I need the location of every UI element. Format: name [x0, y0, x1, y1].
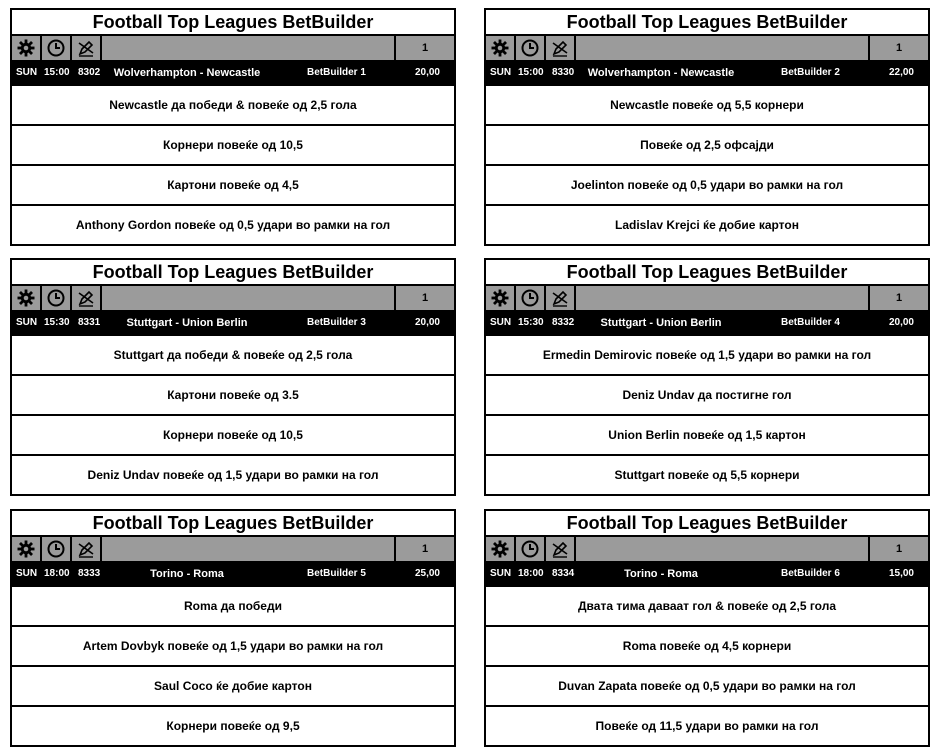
gear-icon[interactable]	[12, 286, 42, 310]
gear-icon[interactable]	[486, 36, 516, 60]
selection-count: 1	[396, 36, 454, 60]
icon-bar-spacer	[576, 286, 870, 310]
match-header[interactable]	[486, 561, 928, 587]
match-time: 18:00	[44, 568, 70, 579]
bet-row[interactable]: Stuttgart повеќе од 5,5 корнери	[486, 454, 928, 494]
bet-row[interactable]: Двата тима даваат гол & повеќе од 2,5 гола	[578, 599, 836, 613]
match-teams: Stuttgart - Union Berlin	[126, 317, 248, 329]
bet-row[interactable]: Корнери повеќе од 9,5	[12, 705, 454, 745]
bet-row[interactable]: Artem Dovbyk повеќе од 1,5 удари во рамки на гол	[12, 625, 454, 665]
gear-icon-svg	[16, 38, 36, 58]
match-header[interactable]	[486, 60, 928, 86]
bet-row[interactable]: Корнери повеќе од 10,5	[12, 124, 454, 164]
clock-icon-svg	[520, 288, 540, 308]
match-time: 18:00	[518, 568, 544, 579]
clock-icon[interactable]	[42, 537, 72, 561]
match-header[interactable]	[12, 561, 454, 587]
icon-bar-spacer	[102, 36, 396, 60]
bet-row[interactable]: Ermedin Demirovic повеќе од 1,5 удари во рамки на гол	[542, 348, 872, 362]
clock-icon[interactable]	[516, 537, 546, 561]
betbuilder-card	[484, 258, 930, 496]
betbuilder-label: BetBuilder 4	[781, 317, 840, 328]
gear-icon-svg	[490, 288, 510, 308]
match-header[interactable]	[12, 310, 454, 336]
no-write-icon-svg	[550, 288, 570, 308]
icon-bar	[486, 537, 928, 561]
no-write-icon[interactable]	[546, 537, 576, 561]
clock-icon-svg	[46, 539, 66, 559]
match-header[interactable]	[486, 310, 928, 336]
selection-count: 1	[396, 537, 454, 561]
no-write-icon[interactable]	[72, 286, 102, 310]
bet-row[interactable]: Roma повеќе од 4,5 корнери	[486, 625, 928, 665]
gear-icon[interactable]	[486, 537, 516, 561]
match-day: SUN	[490, 568, 512, 579]
bet-row[interactable]: Saul Coco ќе добие картон	[12, 665, 454, 705]
betbuilder-label: BetBuilder 1	[307, 67, 366, 78]
icon-bar-spacer	[576, 537, 870, 561]
betbuilder-label: BetBuilder 5	[307, 568, 366, 579]
bet-list	[12, 86, 454, 244]
clock-icon-svg	[520, 38, 540, 58]
bet-list	[486, 336, 928, 494]
match-day: SUN	[16, 568, 38, 579]
bet-row[interactable]: Duvan Zapata повеќе од 0,5 удари во рамки на гол	[486, 665, 928, 705]
bet-list	[12, 336, 454, 494]
no-write-icon-svg	[76, 539, 96, 559]
bet-row[interactable]: Anthony Gordon повеќе од 0,5 удари во рамки на гол	[12, 204, 454, 244]
match-time: 15:30	[44, 317, 70, 328]
bet-list	[486, 86, 928, 244]
bet-row[interactable]: Корнери повеќе од 10,5	[12, 414, 454, 454]
no-write-icon-svg	[550, 539, 570, 559]
match-code: 8302	[78, 67, 101, 78]
gear-icon-svg	[490, 38, 510, 58]
no-write-icon-svg	[76, 38, 96, 58]
betbuilder-card	[10, 509, 456, 747]
match-day: SUN	[490, 317, 512, 328]
icon-bar	[12, 286, 454, 310]
no-write-icon[interactable]	[72, 537, 102, 561]
match-odds: 20,00	[414, 67, 440, 78]
bet-row[interactable]: Roma да победи	[184, 599, 282, 613]
bet-row[interactable]: Картони повеќе од 4,5	[12, 164, 454, 204]
clock-icon-svg	[46, 288, 66, 308]
betbuilder-label: BetBuilder 3	[307, 317, 366, 328]
icon-bar	[486, 36, 928, 60]
betbuilder-card	[10, 8, 456, 246]
gear-icon-svg	[16, 288, 36, 308]
clock-icon-svg	[520, 539, 540, 559]
match-odds: 20,00	[414, 317, 440, 328]
match-teams: Wolverhampton - Newcastle	[587, 67, 735, 79]
icon-bar-spacer	[102, 537, 396, 561]
bet-row[interactable]: Картони повеќе од 3.5	[12, 374, 454, 414]
match-code: 8332	[552, 317, 575, 328]
betbuilder-label: BetBuilder 6	[781, 568, 840, 579]
betbuilder-card	[484, 8, 930, 246]
icon-bar	[12, 36, 454, 60]
no-write-icon[interactable]	[72, 36, 102, 60]
icon-bar	[486, 286, 928, 310]
bet-row[interactable]: Повеќе од 2,5 офсајди	[486, 124, 928, 164]
bet-row[interactable]: Повеќе од 11,5 удари во рамки на гол	[486, 705, 928, 745]
betbuilder-card	[10, 258, 456, 496]
match-teams: Torino - Roma	[150, 568, 224, 580]
card-title: Football Top Leagues BetBuilder	[486, 260, 928, 286]
icon-bar-spacer	[576, 36, 870, 60]
betbuilder-card	[484, 509, 930, 747]
match-time: 15:00	[44, 67, 70, 78]
card-title: Football Top Leagues BetBuilder	[12, 10, 454, 36]
icon-bar	[12, 537, 454, 561]
clock-icon-svg	[46, 38, 66, 58]
bet-row[interactable]: Newcastle повеќе од 5,5 корнери	[610, 98, 804, 112]
bet-list	[12, 587, 454, 745]
match-odds: 15,00	[888, 568, 914, 579]
selection-count: 1	[870, 286, 928, 310]
bet-row[interactable]: Ladislav Krejci ќе добие картон	[486, 204, 928, 244]
bet-row[interactable]: Newcastle да победи & повеќе од 2,5 гола	[109, 98, 357, 112]
card-title: Football Top Leagues BetBuilder	[486, 511, 928, 537]
bet-list	[486, 587, 928, 745]
gear-icon-svg	[490, 539, 510, 559]
no-write-icon[interactable]	[546, 286, 576, 310]
clock-icon[interactable]	[42, 286, 72, 310]
gear-icon[interactable]	[486, 286, 516, 310]
no-write-icon-svg	[550, 38, 570, 58]
match-odds: 20,00	[888, 317, 914, 328]
gear-icon-svg	[16, 539, 36, 559]
match-code: 8333	[78, 568, 101, 579]
match-teams: Wolverhampton - Newcastle	[113, 67, 261, 79]
match-teams: Torino - Roma	[624, 568, 698, 580]
match-odds: 22,00	[888, 67, 914, 78]
clock-icon[interactable]	[42, 36, 72, 60]
selection-count: 1	[396, 286, 454, 310]
card-title: Football Top Leagues BetBuilder	[486, 10, 928, 36]
betbuilder-label: BetBuilder 2	[781, 67, 840, 78]
no-write-icon-svg	[76, 288, 96, 308]
clock-icon[interactable]	[516, 36, 546, 60]
gear-icon[interactable]	[12, 36, 42, 60]
card-title: Football Top Leagues BetBuilder	[12, 260, 454, 286]
match-odds: 25,00	[414, 568, 440, 579]
match-time: 15:30	[518, 317, 544, 328]
bet-row[interactable]: Stuttgart да победи & повеќе од 2,5 гола	[113, 348, 353, 362]
bet-row[interactable]: Joelinton повеќе од 0,5 удари во рамки на гол	[486, 164, 928, 204]
no-write-icon[interactable]	[546, 36, 576, 60]
match-day: SUN	[16, 67, 38, 78]
gear-icon[interactable]	[12, 537, 42, 561]
bet-row[interactable]: Deniz Undav да постигне гол	[486, 374, 928, 414]
icon-bar-spacer	[102, 286, 396, 310]
match-header[interactable]	[12, 60, 454, 86]
selection-count: 1	[870, 537, 928, 561]
selection-count: 1	[870, 36, 928, 60]
match-teams: Stuttgart - Union Berlin	[600, 317, 722, 329]
bet-row[interactable]: Union Berlin повеќе од 1,5 картон	[486, 414, 928, 454]
match-code: 8331	[78, 317, 101, 328]
match-code: 8330	[552, 67, 575, 78]
card-title: Football Top Leagues BetBuilder	[12, 511, 454, 537]
match-day: SUN	[16, 317, 38, 328]
match-time: 15:00	[518, 67, 544, 78]
match-code: 8334	[552, 568, 575, 579]
clock-icon[interactable]	[516, 286, 546, 310]
match-day: SUN	[490, 67, 512, 78]
bet-row[interactable]: Deniz Undav повеќе од 1,5 удари во рамки на гол	[12, 454, 454, 494]
